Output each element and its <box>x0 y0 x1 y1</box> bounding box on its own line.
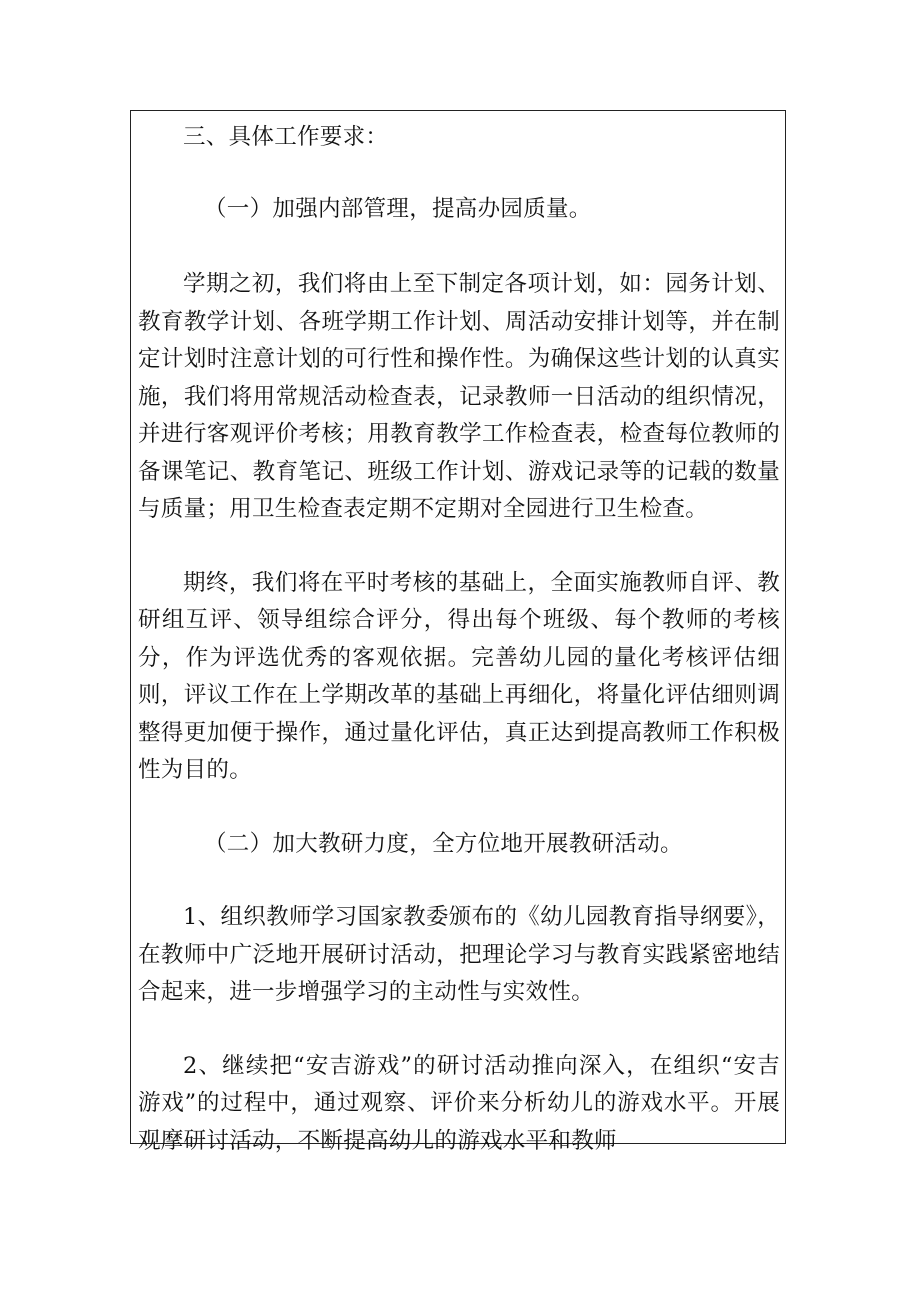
paragraph-management-plans: 学期之初，我们将由上至下制定各项计划，如：园务计划、教育教学计划、各班学期工作计划、周活动安排计划等，并在制定计划时注意计划的可行性和操作性。为确保这些计划的认真实施，我们将用常规活动检查表，记录教师一日活动的组织情况，并进行客观评价考核；用教育教学工作检查表，检查每位教师的备课笔记、教育笔记、班级工作计划、游戏记录等的记载的数量与质量；用卫生检查表定期不定期对全园进行卫生检查。 <box>138 271 780 522</box>
document-body <box>138 119 780 1160</box>
paragraph-term-assessment: 期终，我们将在平时考核的基础上，全面实施教师自评、教研组互评、领导组综合评分，得出每个班级、每个教师的考核分，作为评选优秀的客观依据。完善幼儿园的量化考核评估细则，评议工作在上学期改革的基础上再细化，将量化评估细则调整得更加便于操作，通过量化评估，真正达到提高教师工作积极性为目的。 <box>138 569 780 783</box>
document-frame <box>130 110 786 1154</box>
subsection-heading-2: （二）加大教研力度，全方位地开展教研活动。 <box>204 830 683 857</box>
section-heading: 三、具体工作要求： <box>183 124 389 150</box>
list-item-1: 1、组织教师学习国家教委颁布的《幼儿园教育指导纲要》，在教师中广泛地开展研讨活动，把理论学习与教育实践紧密地结合起来，进一步增强学习的主动性与实效性。 <box>138 904 780 1005</box>
list-item-2: 2、继续把“安吉游戏”的研讨活动推向深入，在组织“安吉游戏”的过程中，通过观察、评价来分析幼儿的游戏水平。开展观摩研讨活动，不断提高幼儿的游戏水平和教师 <box>138 1052 780 1154</box>
subsection-heading-1: （一）加强内部管理，提高办园质量。 <box>204 195 592 222</box>
